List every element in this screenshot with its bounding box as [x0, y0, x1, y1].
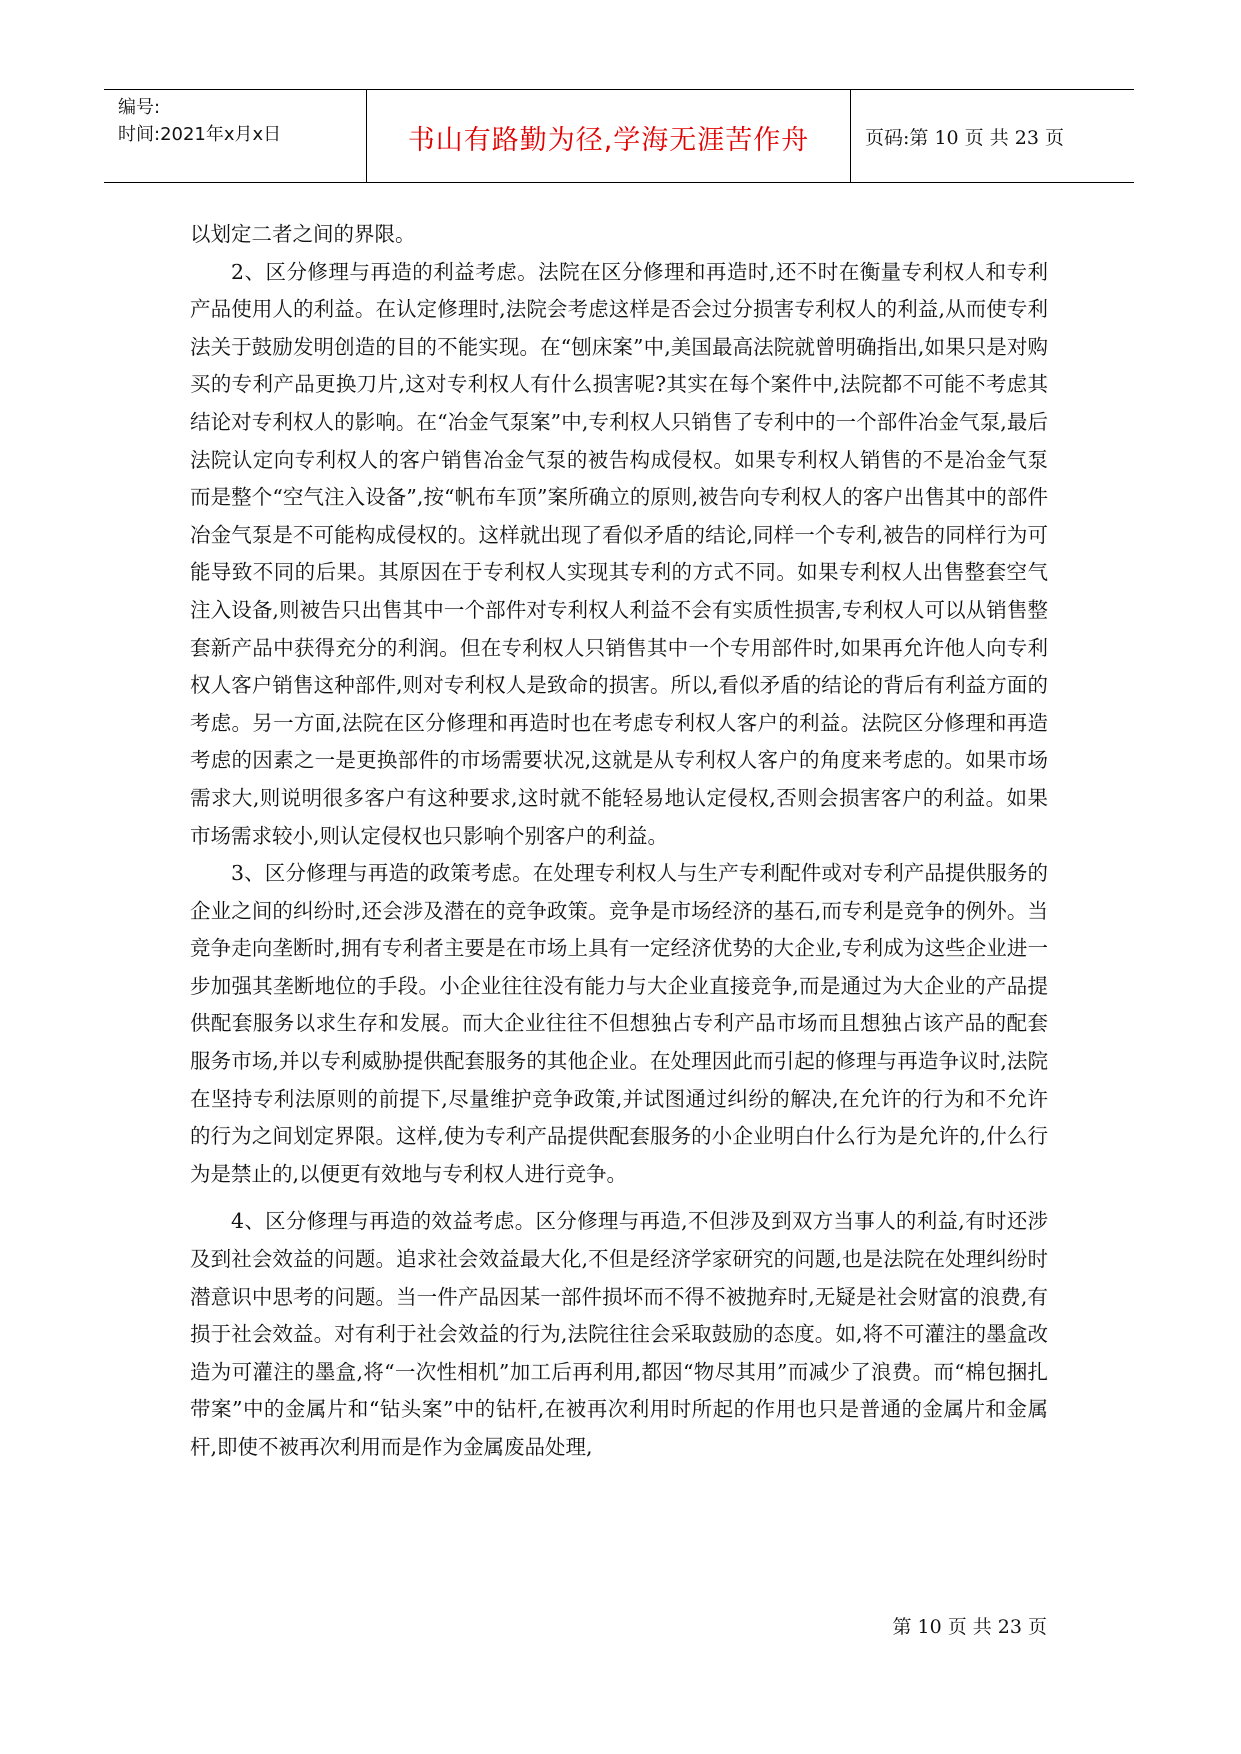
- page-header: [104, 89, 1134, 183]
- header-motto-cell: [366, 90, 851, 182]
- header-page-info: 页码:第 10 页 共 23 页: [865, 127, 1064, 149]
- paragraph-policy: 3、区分修理与再造的政策考虑。在处理专利权人与生产专利配件或对专利产品提供服务的企业之间的纠纷时,还会涉及潜在的竞争政策。竞争是市场经济的基石,而专利是竞争的例外。当竞争走向垄断时,拥有专利者主要是在市场上具有一定经济优势的大企业,专利成为这些企业进一步加强其垄断地位的手段。小企业往往没有能力与大企业直接竞争,而是通过为大企业的产品提供配套服务以求生存和发展。而大企业往往不但想独占专利产品市场而且想独占该产品的配套服务市场,并以专利威胁提供配套服务的其他企业。在处理因此而引起的修理与再造争议时,法院在坚持专利法原则的前提下,尽量维护竞争政策,并试图通过纠纷的解决,在允许的行为和不允许的行为之间划定界限。这样,使为专利产品提供配套服务的小企业明白什么行为是允许的,什么行为是禁止的,以便更有效地与专利权人进行竞争。: [190, 861, 1048, 1186]
- paragraph-efficiency: 4、区分修理与再造的效益考虑。区分修理与再造,不但涉及到双方当事人的利益,有时还涉及到社会效益的问题。追求社会效益最大化,不但是经济学家研究的问题,也是法院在处理纠纷时潜意识中思考的问题。当一件产品因某一部件损坏而不得不被抛弃时,无疑是社会财富的浪费,有损于社会效益。对有利于社会效益的行为,法院往往会采取鼓励的态度。如,将不可灌注的墨盒改造为可灌注的墨盒,将“一次性相机”加工后再利用,都因“物尽其用”而减少了浪费。而“棉包捆扎带案”中的金属片和“钻头案”中的钻杆,在被再次利用时所起的作用也只是普通的金属片和金属杆,即使不被再次利用而是作为金属废品处理,: [190, 1209, 1048, 1459]
- header-motto: 书山有路勤为径,学海无涯苦作舟: [407, 125, 810, 156]
- document-body: [190, 216, 1048, 1467]
- document-number-label: 编号:: [118, 97, 161, 118]
- document-time-label: 时间:2021年x月x日: [118, 124, 282, 145]
- paragraph-interest: 2、区分修理与再造的利益考虑。法院在区分修理和再造时,还不时在衡量专利权人和专利产品使用人的利益。在认定修理时,法院会考虑这样是否会过分损害专利权人的利益,从而使专利法关于鼓励发明创造的目的不能实现。在“刨床案”中,美国最高法院就曾明确指出,如果只是对购买的专利产品更换刀片,这对专利权人有什么损害呢?其实在每个案件中,法院都不可能不考虑其结论对专利权人的影响。在“冶金气泵案”中,专利权人只销售了专利中的一个部件冶金气泵,最后法院认定向专利权人的客户销售冶金气泵的被告构成侵权。如果专利权人销售的不是冶金气泵而是整个“空气注入设备”,按“帆布车顶”案所确立的原则,被告向专利权人的客户出售其中的部件冶金气泵是不可能构成侵权的。这样就出现了看似矛盾的结论,同样一个专利,被告的同样行为可能导致不同的后果。其原因在于专利权人实现其专利的方式不同。如果专利权人出售整套空气注入设备,则被告只出售其中一个部件对专利权人利益不会有实质性损害,专利权人可以从销售整套新产品中获得充分的利润。但在专利权人只销售其中一个专用部件时,如果再允许他人向专利权人客户销售这种部件,则对专利权人是致命的损害。所以,看似矛盾的结论的背后有利益方面的考虑。另一方面,法院在区分修理和再造时也在考虑专利权人客户的利益。法院区分修理和再造考虑的因素之一是更换部件的市场需要状况,这就是从专利权人客户的角度来考虑的。如果市场需求大,则说明很多客户有这种要求,这时就不能轻易地认定侵权,否则会损害客户的利益。如果市场需求较小,则认定侵权也只影响个别客户的利益。: [190, 259, 1048, 848]
- page-footer-number: 第 10 页 共 23 页: [892, 1616, 1047, 1638]
- paragraph-continuation: 以划定二者之间的界限。: [190, 222, 416, 246]
- header-meta: [104, 90, 366, 182]
- header-page-cell: [851, 90, 1134, 182]
